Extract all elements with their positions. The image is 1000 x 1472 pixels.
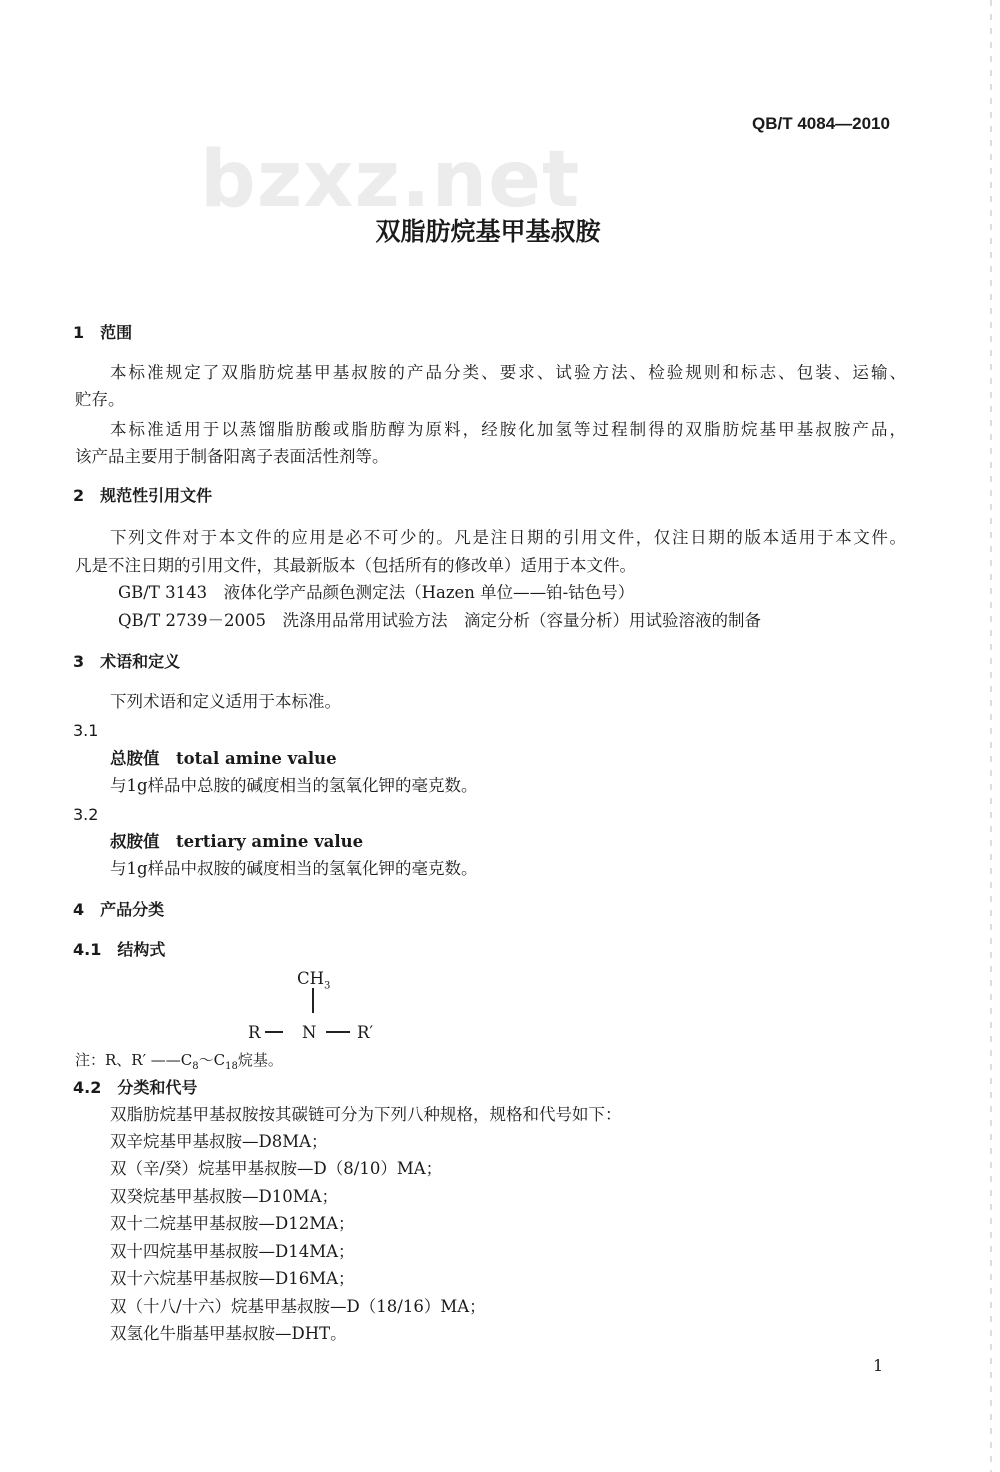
paragraph-line: 本标准适用于以蒸馏脂肪酸或脂肪醇为原料，经胺化加氢等过程制得的双脂肪烷基甲基叔胺产品， <box>110 420 906 439</box>
product-item: 双（十八/十六）烷基甲基叔胺—D（18/16）MA； <box>110 1297 486 1316</box>
watermark: bzxz.net <box>200 135 581 225</box>
clause-number: 3.1 <box>73 721 99 740</box>
clause-number: 3.2 <box>73 805 99 824</box>
nitrogen-atom: N <box>302 1023 317 1042</box>
paragraph-line: 本标准规定了双脂肪烷基甲基叔胺的产品分类、要求、试验方法、检验规则和标志、包装、运输、 <box>110 363 906 382</box>
paragraph-line: 下列文件对于本文件的应用是必不可少的。凡是注日期的引用文件，仅注日期的版本适用于本文件。 <box>110 528 906 547</box>
term-definition: 与1g样品中总胺的碱度相当的氢氧化钾的毫克数。 <box>110 776 478 795</box>
r-prime-group: R′ <box>357 1023 374 1042</box>
subscript: 18 <box>225 1061 238 1072</box>
section-4-heading: 4 产品分类 <box>73 900 165 919</box>
reference-item: QB/T 2739－2005 洗涤用品常用试验方法 滴定分析（容量分析）用试验溶液的制备 <box>118 611 761 630</box>
clause-4-1-heading: 4.1 结构式 <box>73 940 166 959</box>
product-item: 双癸烷基甲基叔胺—D10MA； <box>110 1187 339 1206</box>
r-group: R <box>248 1023 261 1042</box>
methyl-label: CH <box>297 969 325 988</box>
term-definition: 与1g样品中叔胺的碱度相当的氢氧化钾的毫克数。 <box>110 859 478 878</box>
term-title: 总胺值 total amine value <box>110 749 337 768</box>
bond-line <box>312 988 314 1013</box>
paragraph-line: 凡是不注日期的引用文件，其最新版本（包括所有的修改单）适用于本文件。 <box>75 556 636 575</box>
product-item: 双十六烷基甲基叔胺—D16MA； <box>110 1269 355 1288</box>
paragraph-line: 该产品主要用于制备阳离子表面活性剂等。 <box>75 447 389 466</box>
note-text: 烷基。 <box>237 1051 283 1069</box>
product-item: 双辛烷基甲基叔胺—D8MA； <box>110 1132 328 1151</box>
product-item: 双十二烷基甲基叔胺—D12MA； <box>110 1214 355 1233</box>
document-title: 双脂肪烷基甲基叔胺 <box>375 217 601 246</box>
clause-4-2-heading: 4.2 分类和代号 <box>73 1078 198 1097</box>
product-item: 双氢化牛脂基甲基叔胺—DHT。 <box>110 1324 347 1343</box>
subscript: 3 <box>324 980 331 992</box>
paragraph-line: 贮存。 <box>75 390 125 409</box>
bond-line <box>326 1031 350 1033</box>
note-text: 注：R、R′ ——C <box>75 1051 193 1069</box>
note-text: ～C <box>198 1051 226 1069</box>
section-2-heading: 2 规范性引用文件 <box>73 486 213 505</box>
formula-note <box>75 1050 283 1077</box>
page-number: 1 <box>873 1356 884 1375</box>
reference-item: GB/T 3143 液体化学产品颜色测定法（Hazen 单位——铂-钴色号） <box>118 583 635 602</box>
product-item: 双（辛/癸）烷基甲基叔胺—D（8/10）MA； <box>110 1159 443 1178</box>
section-3-heading: 3 术语和定义 <box>73 652 181 671</box>
scan-edge <box>990 0 992 1472</box>
term-title: 叔胺值 tertiary amine value <box>110 832 364 851</box>
paragraph-line: 下列术语和定义适用于本标准。 <box>110 692 341 711</box>
standard-number: QB/T 4084—2010 <box>752 114 890 133</box>
paragraph-line: 双脂肪烷基甲基叔胺按其碳链可分为下列八种规格，规格和代号如下： <box>110 1105 622 1124</box>
section-1-heading: 1 范围 <box>73 323 133 342</box>
subscript: 8 <box>192 1061 199 1072</box>
bond-line <box>265 1031 283 1033</box>
product-item: 双十四烷基甲基叔胺—D14MA； <box>110 1242 355 1261</box>
